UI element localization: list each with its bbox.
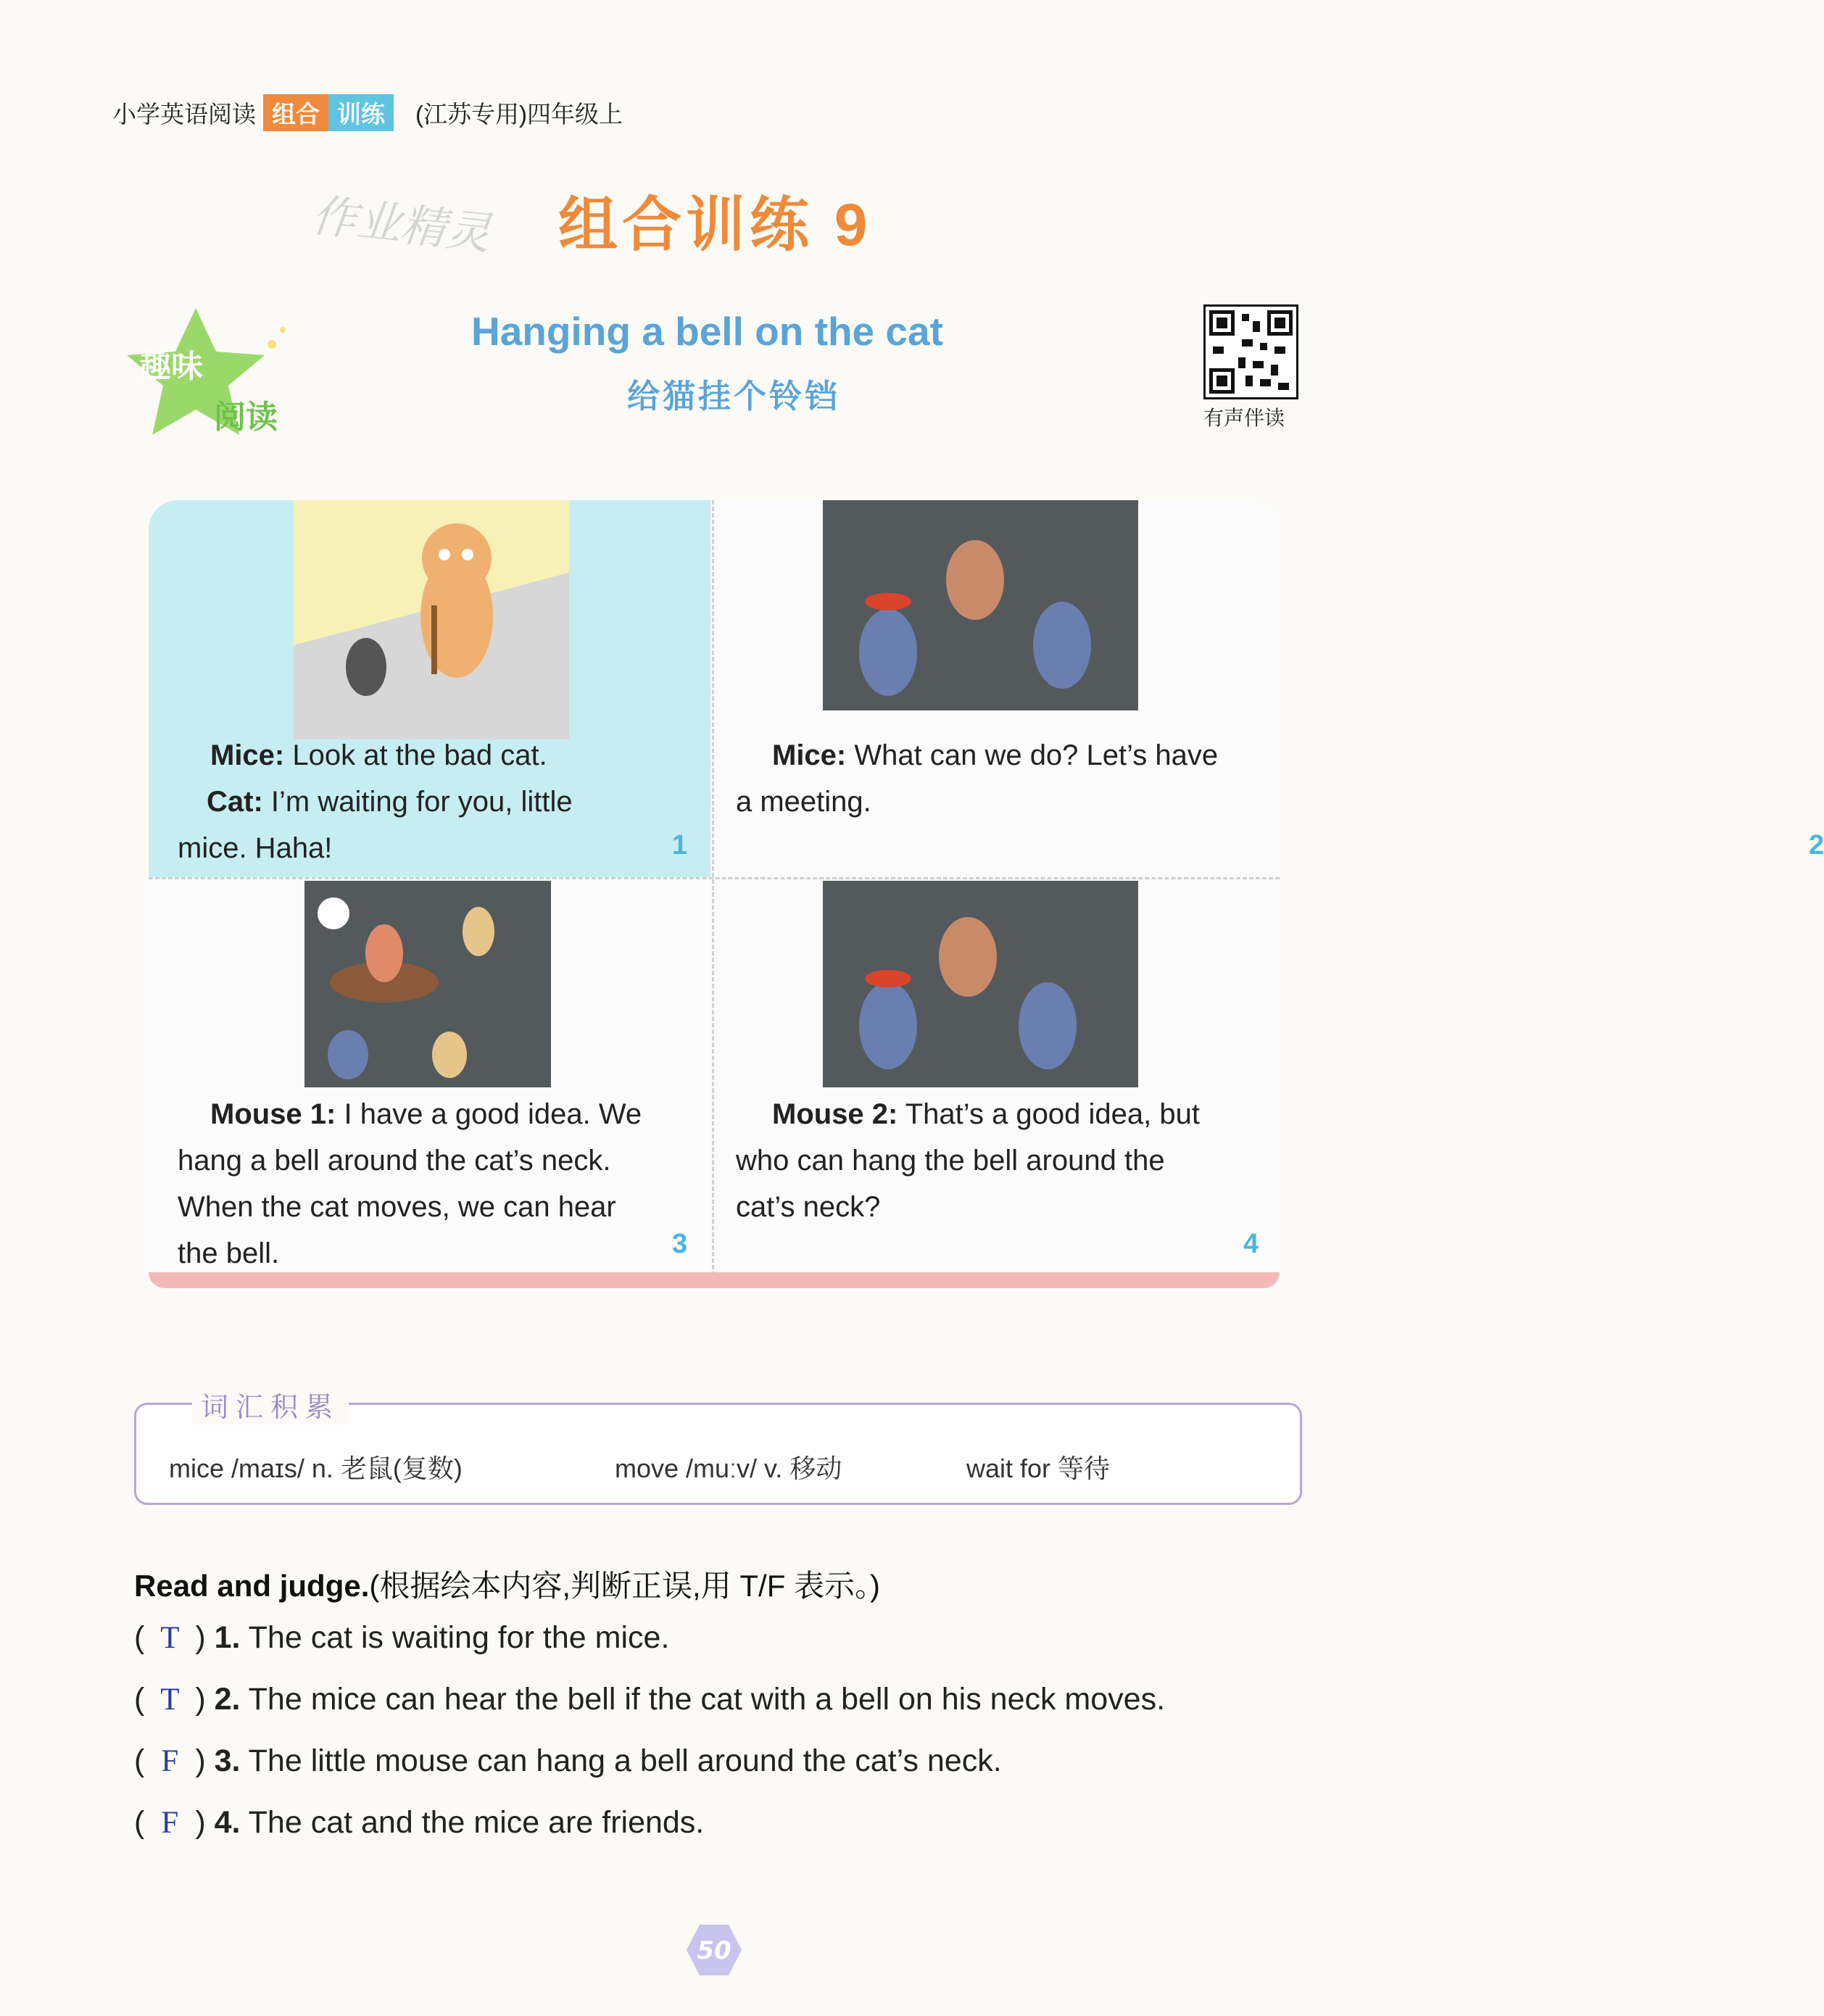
panel-divider-horizontal [149,877,1280,879]
answer-3[interactable]: F [161,1744,179,1778]
panel-4-text: Mouse 2: That’s a good idea, but who can hang the bell around the cat’s neck? [736,1098,1200,1223]
comic-panel-4 [714,881,1280,1276]
badge-line2: 阅读 [214,399,278,436]
question-1: ( T ) 1. The cat is waiting for the mice. [134,1620,670,1655]
story-title-en: Hanging a bell on the cat [471,309,943,354]
cat-illustration-icon [294,500,569,739]
book-title: 小学英语阅读 [112,101,256,128]
book-edition: (江苏专用)四年级上 [415,101,623,128]
vocab-item-mice: mice /maɪs/ n. 老鼠(复数) [169,1453,463,1483]
panel-2-number: 2 [1809,830,1824,860]
question-3: ( F ) 3. The little mouse can hang a bell around the cat’s neck. [134,1743,1002,1778]
badge-line1: 趣味 [139,348,203,385]
comic-panel-2 [714,500,1824,877]
question-2: ( T ) 2. The mice can hear the bell if the cat with a bell on his neck moves. [134,1682,1166,1717]
vocab-item-move: move /muːv/ v. 移动 [615,1453,842,1483]
star-badge-icon [123,304,297,442]
comic-strip [149,500,1824,1298]
qr-code-icon[interactable] [1203,304,1298,399]
answer-1[interactable]: T [160,1621,180,1655]
mice-meeting-illustration-icon [823,500,1138,710]
mouse-idea-illustration-icon [304,881,551,1087]
panel-divider-vertical [712,500,714,1276]
comic-panel-3 [149,881,710,1276]
page-title: 组合训练 9 [558,192,872,258]
panel-3-number: 3 [672,1229,688,1259]
page-number: 50 [697,1936,731,1965]
page-number-badge [685,1921,743,1979]
header-badge-1: 组合 [263,94,328,131]
mice-question-illustration-icon [823,881,1138,1087]
vocab-title: 词汇积累 [192,1385,349,1424]
panel-3-text: Mouse 1: I have a good idea. We hang a bell around the cat’s neck. When the cat moves, we can hear the bell. [178,1098,642,1269]
panel-4-number: 4 [1243,1229,1259,1259]
qr-label: 有声伴读 [1203,407,1285,429]
header-badge-2: 训练 [328,94,394,131]
comic-bottom-rim [149,1272,1280,1288]
comic-panel-1 [149,500,710,877]
watermark: 作业精灵 [309,191,494,260]
answer-4[interactable]: F [161,1806,179,1840]
panel-1-number: 1 [672,830,688,860]
panel-2-text: Mice: What can we do? Let’s have a meeting. [736,739,1219,818]
vocab-item-wait-for: wait for 等待 [966,1453,1111,1483]
exercise-heading: Read and judge.(根据绘本内容,判断正误,用 T/F 表示。) [134,1569,881,1603]
panel-1-text: Mice: Look at the bad cat. Cat: I’m waiting for you, little mice. Haha! [178,739,573,864]
book-header [112,94,623,131]
question-4: ( F ) 4. The cat and the mice are friends. [134,1805,705,1840]
story-title-zh: 给猫挂个铃铛 [627,378,841,415]
answer-2[interactable]: T [160,1683,180,1717]
